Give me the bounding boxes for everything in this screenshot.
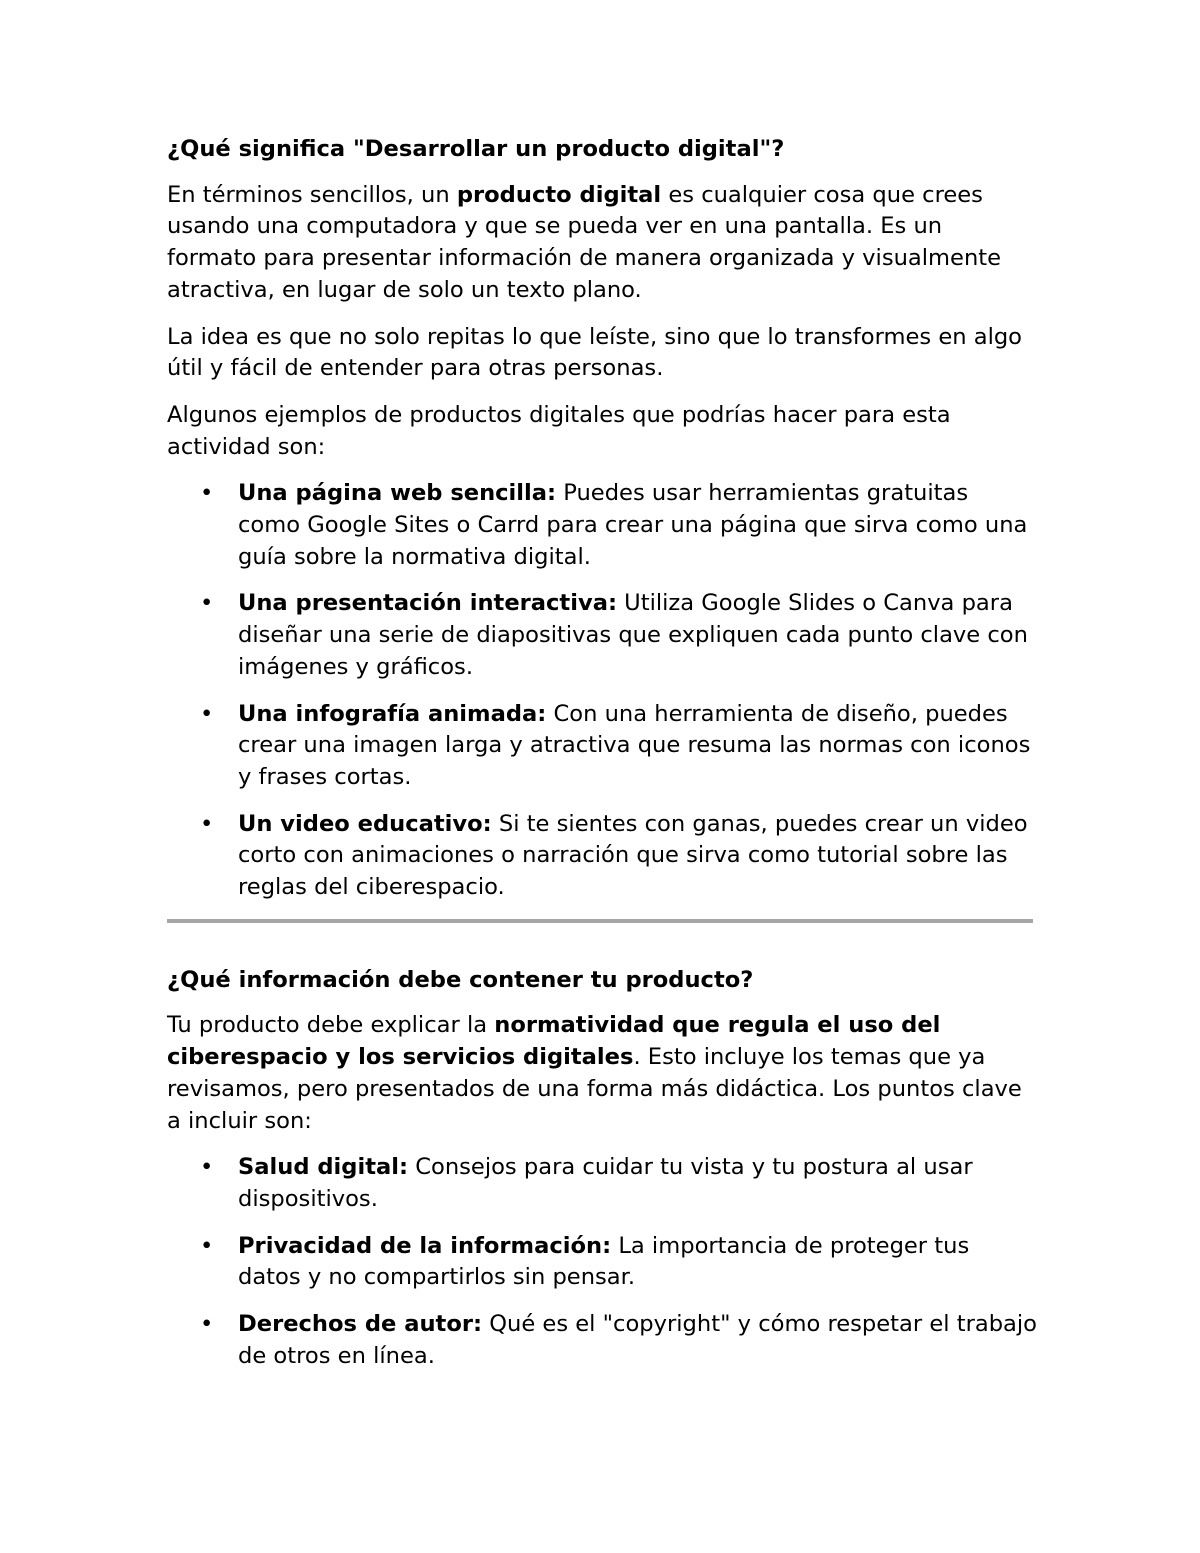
list-item <box>167 1152 1037 1215</box>
content-paragraph <box>167 1010 1037 1137</box>
bullet-icon: • <box>200 700 214 727</box>
list-item <box>167 1231 1037 1294</box>
list-item-text: Si te sientes con ganas, puedes crear un video corto con animaciones o narración que sirva como tutorial sobre las reglas del ciberespacio. <box>238 810 1028 901</box>
bullet-icon: • <box>200 1311 214 1338</box>
list-item-text: Consejos para cuidar tu vista y tu postura al usar dispositivos. <box>238 1154 973 1212</box>
list-item-title: Una infografía animada: <box>238 700 547 727</box>
bullet-icon: • <box>200 1154 214 1181</box>
list-item-text: Qué es el "copyright" y cómo respetar el trabajo de otros en línea. <box>238 1311 1037 1369</box>
list-item-title: Salud digital: <box>238 1154 409 1181</box>
list-item-title: Un video educativo: <box>238 810 492 837</box>
examples-intro-paragraph: Algunos ejemplos de productos digitales que podrías hacer para esta actividad son: <box>167 401 951 460</box>
section-title: ¿Qué información debe contener tu producto? <box>167 966 754 993</box>
list-item-title: Derechos de autor: <box>238 1311 483 1338</box>
idea-paragraph: La idea es que no solo repitas lo que leíste, sino que lo transformes en algo útil y fácil de entender para otras personas. <box>167 323 1023 382</box>
examples-list <box>167 478 1037 903</box>
document-page <box>167 134 1037 1373</box>
list-item <box>167 1309 1037 1372</box>
list-item <box>167 809 1037 904</box>
intro-text-start: En términos sencillos, un <box>167 181 457 208</box>
bullet-icon: • <box>200 480 214 507</box>
list-item-title: Una página web sencilla: <box>238 480 557 507</box>
list-item <box>167 588 1037 683</box>
section-informacion-producto <box>167 965 1037 1373</box>
content-text-end: . Esto incluye los temas que ya revisamos, pero presentados de una forma más didáctica. Los puntos clave a incluir son: <box>167 1044 1022 1134</box>
intro-text-end: es cualquier cosa que crees usando una computadora y que se pueda ver en una pantalla. Es un formato para presentar información de manera organizada y visualmente atractiva, en lugar de solo un texto plano. <box>167 181 1002 303</box>
list-item-text: Con una herramienta de diseño, puedes crear una imagen larga y atractiva que resuma las normas con iconos y frases cortas. <box>238 700 1031 790</box>
list-item <box>167 478 1037 573</box>
list-item-title: Una presentación interactiva: <box>238 590 617 617</box>
list-item-text: La importancia de proteger tus datos y no compartirlos sin pensar. <box>238 1232 970 1291</box>
list-item-text: Puedes usar herramientas gratuitas como Google Sites o Carrd para crear una página que sirva como una guía sobre la normativa digital. <box>238 480 1028 570</box>
section-producto-digital <box>167 134 1037 904</box>
list-item-title: Privacidad de la información: <box>238 1232 612 1259</box>
key-points-list <box>167 1152 1037 1372</box>
bullet-icon: • <box>200 590 214 617</box>
list-item-text: Utiliza Google Slides o Canva para diseñar una serie de diapositivas que expliquen cada punto clave con imágenes y gráficos. <box>238 590 1028 680</box>
list-item <box>167 699 1037 794</box>
bullet-icon: • <box>200 1232 214 1259</box>
bullet-icon: • <box>200 810 214 837</box>
content-text-start: Tu producto debe explicar la <box>167 1012 495 1039</box>
intro-paragraph <box>167 180 1037 307</box>
horizontal-divider <box>167 919 1033 923</box>
section-title: ¿Qué significa "Desarrollar un producto digital"? <box>167 136 785 162</box>
intro-bold-term: producto digital <box>456 181 662 208</box>
content-bold-term: normatividad que regula el uso del ciberespacio y los servicios digitales <box>167 1012 941 1071</box>
